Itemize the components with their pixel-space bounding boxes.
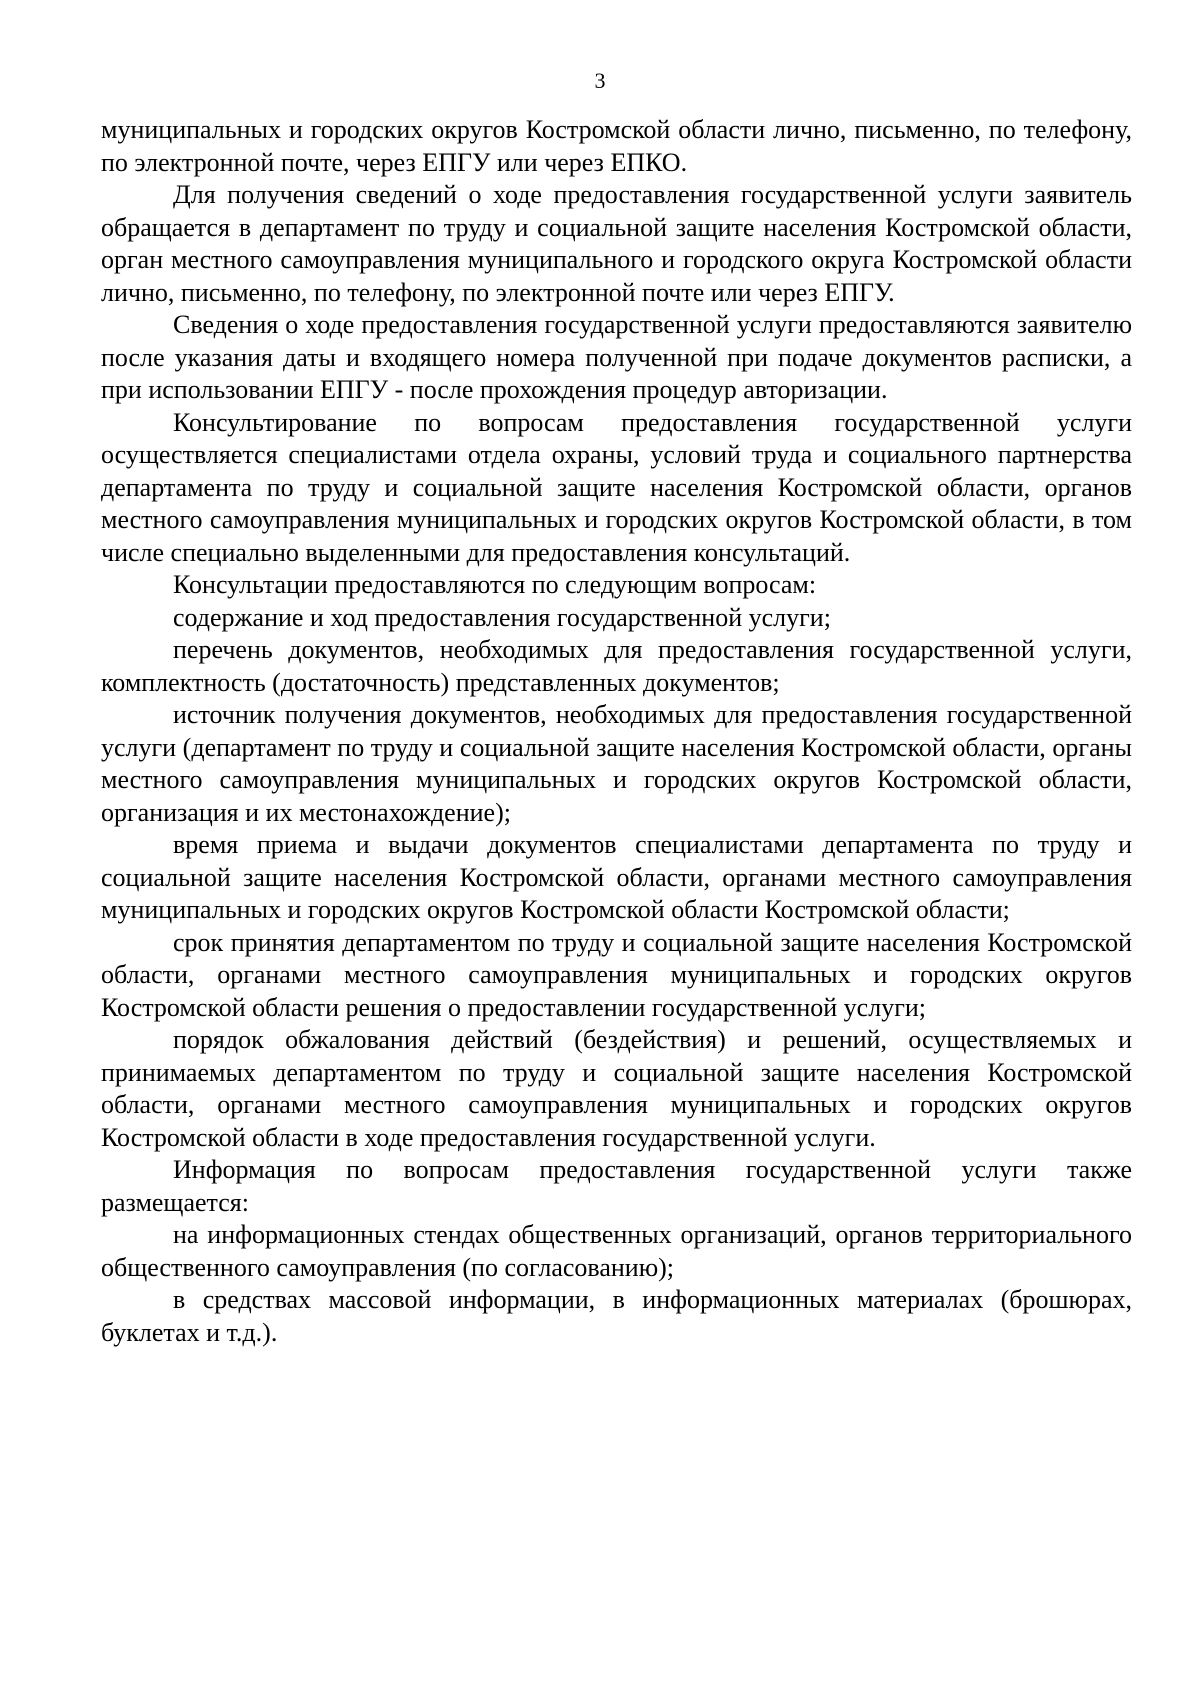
paragraph: Для получения сведений о ходе предоставления государственной услуги заявитель обращается в департамент по труду и социальной защите населения Костромской области, орган местного самоуправления муниципального и городского округа Костромской области лично, письменно, по телефону, по электронной почте или через ЕПГУ.: [101, 180, 1132, 307]
paragraph: Консультации предоставляются по следующим вопросам:: [173, 570, 817, 599]
document-body: [101, 114, 1132, 1349]
paragraph: Консультирование по вопросам предоставления государственной услуги осуществляется специалистами отдела охраны, условий труда и социального партнерства департамента по труду и социальной защите населения Костромской области, органов местного самоуправления муниципальных и городских округов Костромской области, в том числе специально выделенными для предоставления консультаций.: [101, 407, 1132, 567]
list-item: на информационных стендах общественных организаций, органов территориального общественного самоуправления (по согласованию);: [101, 1220, 1132, 1282]
paragraph: Сведения о ходе предоставления государственной услуги предоставляются заявителю после указания даты и входящего номера полученной при подаче документов расписки, а при использовании ЕПГУ - после прохождения процедур авторизации.: [101, 310, 1132, 404]
list-item: порядок обжалования действий (бездействия) и решений, осуществляемых и принимаемых департаментом по труду и социальной защите населения Костромской области, органами местного самоуправления муниципальных и городских округов Костромской области в ходе предоставления государственной услуги.: [101, 1025, 1132, 1152]
list-item: срок принятия департаментом по труду и социальной защите населения Костромской области, органами местного самоуправления муниципальных и городских округов Костромской области решения о предоставлении государственной услуги;: [101, 927, 1132, 1022]
paragraph-continuation: муниципальных и городских округов Костромской области лично, письменно, по телефону, по электронной почте, через ЕПГУ или через ЕПКО.: [101, 115, 1132, 177]
page-number: 3: [594, 68, 606, 93]
list-item: содержание и ход предоставления государственной услуги;: [173, 602, 831, 632]
list-item: источник получения документов, необходимых для предоставления государственной услуги (департамент по труду и социальной защите населения Костромской области, органы местного самоуправления муниципальных и городских округов Костромской области, организация и их местонахождение);: [101, 700, 1132, 827]
list-item: перечень документов, необходимых для предоставления государственной услуги, комплектность (достаточность) представленных документов;: [101, 635, 1132, 697]
list-item: в средствах массовой информации, в информационных материалах (брошюрах, буклетах и т.д.).: [101, 1285, 1132, 1347]
paragraph: Информация по вопросам предоставления государственной услуги также размещается:: [101, 1155, 1132, 1217]
list-item: время приема и выдачи документов специалистами департамента по труду и социальной защите населения Костромской области, органами местного самоуправления муниципальных и городских округов Костромской области Костромской области;: [101, 830, 1132, 924]
